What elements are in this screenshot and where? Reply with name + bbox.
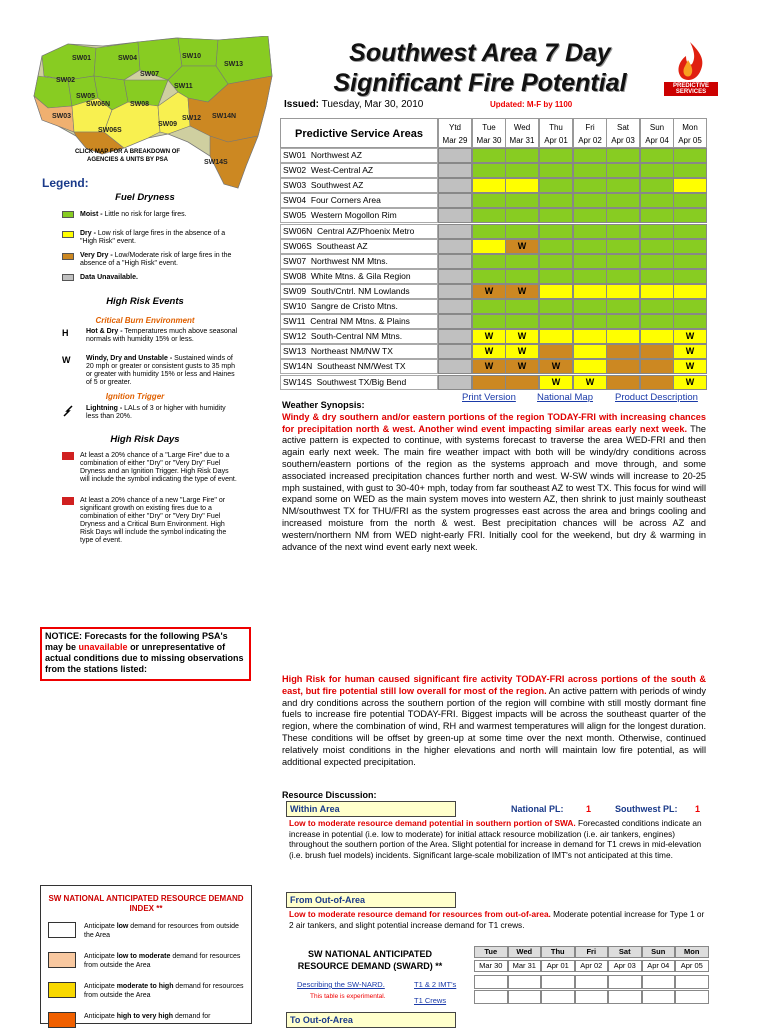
forecast-cell bbox=[640, 239, 674, 254]
legend-fuel-dryness: Fuel Dryness bbox=[115, 192, 175, 203]
legend-ignition-trigger: Ignition Trigger bbox=[105, 392, 165, 401]
map-label: SW13 bbox=[224, 61, 244, 68]
legend-very-dry-swatch bbox=[62, 253, 74, 260]
forecast-cell bbox=[606, 239, 640, 254]
day-name: Mon bbox=[682, 123, 698, 132]
forecast-cell bbox=[539, 148, 573, 163]
forecast-cell bbox=[472, 208, 506, 223]
psa-row-sw02 bbox=[280, 163, 708, 178]
psa-row-sw14s bbox=[280, 375, 708, 390]
forecast-cell bbox=[606, 254, 640, 269]
forecast-cell bbox=[438, 254, 472, 269]
forecast-cell bbox=[505, 193, 539, 208]
forecast-cell bbox=[606, 269, 640, 284]
forecast-cell bbox=[573, 178, 607, 193]
sward-day-date: Apr 02 bbox=[575, 960, 609, 972]
forecast-cell bbox=[673, 254, 707, 269]
forecast-cell bbox=[573, 284, 607, 299]
forecast-cell bbox=[505, 254, 539, 269]
map-label: SW02 bbox=[56, 77, 76, 84]
psa-name[interactable]: SW14N Southeast NM/West TX bbox=[280, 359, 438, 374]
day-header-6 bbox=[640, 118, 674, 148]
forecast-cell bbox=[673, 314, 707, 329]
forecast-cell: W bbox=[505, 239, 539, 254]
map-label: SW14S bbox=[204, 159, 228, 166]
forecast-cell bbox=[606, 163, 640, 178]
forecast-cell bbox=[640, 269, 674, 284]
forecast-cell: W bbox=[673, 329, 707, 344]
sward-day-date: Apr 04 bbox=[642, 960, 676, 972]
forecast-cell bbox=[673, 148, 707, 163]
forecast-cell bbox=[505, 178, 539, 193]
forecast-cell bbox=[640, 284, 674, 299]
psa-name[interactable]: SW07 Northwest NM Mtns. bbox=[280, 254, 438, 269]
forecast-cell bbox=[640, 299, 674, 314]
forecast-cell bbox=[673, 193, 707, 208]
forecast-cell bbox=[606, 208, 640, 223]
forecast-cell bbox=[539, 284, 573, 299]
forecast-cell bbox=[438, 178, 472, 193]
forecast-cell bbox=[673, 163, 707, 178]
legend-moist-swatch bbox=[62, 211, 74, 218]
describing-sward-link[interactable]: Describing the SW-NARD. bbox=[297, 980, 385, 989]
map-label: SW06N bbox=[86, 101, 111, 108]
forecast-cell bbox=[640, 314, 674, 329]
forecast-cell bbox=[438, 224, 472, 239]
forecast-cell bbox=[606, 359, 640, 374]
sward-cell bbox=[575, 990, 609, 1004]
forecast-cell bbox=[640, 344, 674, 359]
legend-day1-swatch bbox=[62, 452, 74, 460]
notice-box: NOTICE: Forecasts for the following PSA's may be unavailable or unrepresentative of actual conditions due to missing observations from the stations listed: bbox=[40, 627, 251, 681]
legend-critical-burn: Critical Burn Environment bbox=[95, 316, 195, 325]
day-header-5 bbox=[606, 118, 640, 148]
title-line-1: Southwest Area 7 Day bbox=[349, 39, 611, 67]
sward-table-title: SW NATIONAL ANTICIPATED RESOURCE DEMAND (SWARD) ** bbox=[297, 949, 443, 971]
forecast-cell bbox=[438, 269, 472, 284]
forecast-cell bbox=[539, 344, 573, 359]
map-label: SW01 bbox=[72, 55, 92, 62]
high-risk-headline: High Risk for human caused significant fire activity TODAY-FRI across portions of the south & east, but fire potential still low overall for most of the region. bbox=[282, 674, 706, 696]
forecast-cell bbox=[472, 375, 506, 390]
high-risk-text: An active pattern with periods of windy and dry conditions across the southern portion of the region will combine with still mostly dormant fine fuels to increase fire potential TODAY-FRI. Biggest impacts will be across the southeast quarter of the region, where the combination of wind, RH and warmest temperatures will align for the longest duration. These conditions will be offset by green-up at some time over the next month. Otherwise, continued relatively moist conditions in the higher elevations and north will maintain low fire potential, as will additional expected precipitation. bbox=[282, 685, 706, 767]
forecast-cell bbox=[606, 375, 640, 390]
forecast-cell: W bbox=[505, 284, 539, 299]
forecast-cell: W bbox=[472, 359, 506, 374]
day-header-7 bbox=[673, 118, 707, 148]
forecast-cell bbox=[539, 163, 573, 178]
map-label: SW03 bbox=[52, 113, 72, 120]
forecast-cell bbox=[539, 208, 573, 223]
national-map-link[interactable]: National Map bbox=[537, 392, 593, 403]
day-date: Apr 01 bbox=[544, 136, 568, 145]
map-caption[interactable]: CLICK MAP FOR A BREAKDOWN OF AGENCIES & UNITS BY PSA bbox=[74, 149, 181, 163]
psa-name[interactable]: SW13 Northeast NM/NW TX bbox=[280, 344, 438, 359]
forecast-cell bbox=[573, 239, 607, 254]
psa-row-sw08 bbox=[280, 269, 708, 284]
forecast-cell bbox=[539, 329, 573, 344]
forecast-cell bbox=[573, 329, 607, 344]
sward-index-text: Anticipate high to very high demand for bbox=[84, 1013, 211, 1020]
sward-cell bbox=[675, 975, 709, 989]
t1-crews-link[interactable]: T1 Crews bbox=[414, 996, 447, 1005]
sward-index-swatch bbox=[48, 1012, 76, 1028]
forecast-cell: W bbox=[673, 375, 707, 390]
sward-index-text: Anticipate moderate to high demand for resources from outside the Area bbox=[84, 983, 244, 999]
psa-name[interactable]: SW11 Central NM Mtns. & Plains bbox=[280, 314, 438, 329]
map-label: SW09 bbox=[158, 121, 178, 128]
forecast-cell bbox=[640, 148, 674, 163]
psa-name[interactable]: SW14S Southwest TX/Big Bend bbox=[280, 375, 438, 390]
sward-cell bbox=[642, 975, 676, 989]
synopsis-label: Weather Synopsis: bbox=[282, 400, 365, 410]
day-date: Mar 31 bbox=[509, 136, 535, 145]
forecast-cell bbox=[505, 148, 539, 163]
sward-day-header: Fri bbox=[575, 946, 609, 958]
forecast-cell bbox=[472, 193, 506, 208]
synopsis-headline: Windy & dry southern and/or eastern portions of the region TODAY-FRI with increasing chances for precipitation north & west. Another wind event impacting similar areas early next week. bbox=[282, 411, 706, 434]
legend-moist: Moist - Little no risk for large fires. bbox=[80, 211, 187, 218]
legend-high-risk-days: High Risk Days bbox=[110, 434, 180, 445]
day-name: Sun bbox=[649, 123, 665, 132]
sward-day-date: Mar 31 bbox=[508, 960, 542, 972]
day-date: Apr 05 bbox=[678, 136, 702, 145]
forecast-cell bbox=[640, 178, 674, 193]
forecast-cell bbox=[573, 193, 607, 208]
forecast-cell bbox=[640, 375, 674, 390]
forecast-cell bbox=[539, 269, 573, 284]
forecast-cell bbox=[640, 254, 674, 269]
day-header-1 bbox=[472, 118, 506, 148]
forecast-cell bbox=[673, 239, 707, 254]
issued-date: Tuesday, Mar 30, 2010 bbox=[321, 99, 424, 110]
psa-name[interactable]: SW06S Southeast AZ bbox=[280, 239, 438, 254]
forecast-cell bbox=[573, 314, 607, 329]
day-header-3 bbox=[539, 118, 573, 148]
forecast-cell: W bbox=[505, 329, 539, 344]
forecast-cell bbox=[438, 239, 472, 254]
southwest-pl-value: 1 bbox=[695, 804, 701, 814]
map-label: SW10 bbox=[182, 53, 202, 60]
psa-map[interactable] bbox=[28, 36, 276, 196]
sward-day-date: Apr 03 bbox=[608, 960, 642, 972]
legend-lightning: Lightning - LALs of 3 or higher with humidity less than 20%. bbox=[86, 405, 226, 420]
logo-text: PREDICTIVE SERVICES bbox=[664, 82, 718, 96]
forecast-cell bbox=[505, 208, 539, 223]
issued-line bbox=[284, 99, 423, 110]
page-title bbox=[300, 38, 660, 98]
psa-row-sw14n bbox=[280, 359, 708, 374]
forecast-cell bbox=[606, 148, 640, 163]
map-label: SW14N bbox=[212, 113, 237, 120]
from-out-of-area-text: Low to moderate resource demand for resources from out-of-area. Moderate potential increase for Type 1 or 2 air tankers, and slight potential increase demand for T1 crews. bbox=[289, 909, 705, 930]
forecast-cell: W bbox=[539, 359, 573, 374]
forecast-cell bbox=[606, 193, 640, 208]
forecast-cell bbox=[472, 163, 506, 178]
forecast-cell bbox=[640, 359, 674, 374]
psa-name[interactable]: SW06N Central AZ/Phoenix Metro bbox=[280, 224, 438, 239]
sward-index-swatch bbox=[48, 922, 76, 938]
sward-cell bbox=[508, 975, 542, 989]
forecast-cell bbox=[438, 163, 472, 178]
legend-unavailable-swatch bbox=[62, 274, 74, 281]
sward-cell bbox=[642, 990, 676, 1004]
sward-cell bbox=[575, 975, 609, 989]
forecast-cell bbox=[673, 208, 707, 223]
forecast-cell: W bbox=[505, 359, 539, 374]
forecast-cell bbox=[472, 299, 506, 314]
forecast-cell: W bbox=[673, 344, 707, 359]
legend-day2-swatch bbox=[62, 497, 74, 505]
forecast-cell bbox=[640, 163, 674, 178]
forecast-cell bbox=[606, 314, 640, 329]
sward-cell bbox=[508, 990, 542, 1004]
forecast-cell bbox=[573, 269, 607, 284]
psa-row-sw11 bbox=[280, 314, 708, 329]
sward-day-date: Apr 01 bbox=[541, 960, 575, 972]
psa-row-sw10 bbox=[280, 299, 708, 314]
forecast-cell bbox=[640, 208, 674, 223]
forecast-cell bbox=[573, 299, 607, 314]
sward-day-header: Wed bbox=[508, 946, 542, 958]
sward-index-text: Anticipate low demand for resources from outside the Area bbox=[84, 923, 239, 939]
forecast-cell bbox=[573, 148, 607, 163]
sward-cell bbox=[608, 975, 642, 989]
psa-name[interactable]: SW12 South-Central NM Mtns. bbox=[280, 329, 438, 344]
forecast-cell: W bbox=[505, 344, 539, 359]
day-date: Mar 29 bbox=[442, 136, 468, 145]
weather-synopsis bbox=[282, 400, 706, 553]
forecast-cell bbox=[438, 344, 472, 359]
national-pl-value: 1 bbox=[586, 804, 592, 814]
forecast-cell bbox=[539, 254, 573, 269]
forecast-cell bbox=[505, 163, 539, 178]
to-out-of-area-label: To Out-of-Area bbox=[286, 1012, 456, 1028]
map-label: SW05 bbox=[76, 93, 96, 100]
forecast-cell bbox=[472, 239, 506, 254]
sward-day-header: Tue bbox=[474, 946, 508, 958]
map-label: SW07 bbox=[140, 71, 160, 78]
forecast-cell: W bbox=[472, 284, 506, 299]
psa-name[interactable]: SW04 Four Corners Area bbox=[280, 193, 438, 208]
day-name: Sat bbox=[616, 123, 629, 132]
forecast-cell bbox=[573, 359, 607, 374]
forecast-cell bbox=[673, 284, 707, 299]
imt-link[interactable]: T1 & 2 IMT's bbox=[414, 980, 457, 989]
high-risk-discussion bbox=[282, 674, 706, 768]
forecast-cell bbox=[573, 224, 607, 239]
day-date: Apr 02 bbox=[578, 136, 602, 145]
forecast-cell bbox=[438, 148, 472, 163]
day-date: Apr 03 bbox=[611, 136, 635, 145]
experimental-note: This table is experimental. bbox=[310, 993, 386, 1000]
psa-row-sw07 bbox=[280, 254, 708, 269]
forecast-cell bbox=[640, 224, 674, 239]
forecast-cell bbox=[673, 178, 707, 193]
legend-hot-dry: Hot & Dry - Temperatures much above seasonal normals with humidity 15% or less. bbox=[86, 328, 238, 343]
forecast-cell bbox=[606, 329, 640, 344]
updated-note: Updated: M-F by 1100 bbox=[490, 100, 573, 109]
sward-cell bbox=[541, 975, 575, 989]
day-name: Ytd bbox=[448, 123, 461, 132]
forecast-cell bbox=[472, 178, 506, 193]
forecast-cell bbox=[539, 193, 573, 208]
psa-name[interactable]: SW09 South/Cntrl. NM Lowlands bbox=[280, 284, 438, 299]
resource-discussion-label: Resource Discussion: bbox=[282, 790, 377, 800]
forecast-cell bbox=[606, 224, 640, 239]
forecast-cell: W bbox=[539, 375, 573, 390]
map-label: SW04 bbox=[118, 55, 138, 62]
forecast-cell bbox=[673, 224, 707, 239]
title-line-2: Significant Fire Potential bbox=[333, 69, 627, 97]
psa-row-sw03 bbox=[280, 178, 708, 193]
legend-dry-swatch bbox=[62, 231, 74, 238]
psa-row-sw05 bbox=[280, 208, 708, 223]
forecast-cell bbox=[505, 299, 539, 314]
forecast-cell bbox=[673, 269, 707, 284]
sward-cell bbox=[541, 990, 575, 1004]
forecast-cell bbox=[539, 299, 573, 314]
forecast-cell bbox=[472, 269, 506, 284]
forecast-cell bbox=[505, 224, 539, 239]
day-header-2 bbox=[505, 118, 539, 148]
forecast-cell bbox=[438, 208, 472, 223]
forecast-cell bbox=[573, 208, 607, 223]
day-name: Wed bbox=[513, 123, 531, 132]
psa-name[interactable]: SW08 White Mtns. & Gila Region bbox=[280, 269, 438, 284]
forecast-cell bbox=[539, 314, 573, 329]
psa-name[interactable]: SW05 Western Mogollon Rim bbox=[280, 208, 438, 223]
issued-label: Issued: bbox=[284, 99, 320, 110]
map-label: SW12 bbox=[182, 115, 202, 122]
legend-windy: Windy, Dry and Unstable - Sustained winds of 20 mph or greater or consistent gusts to 35 mph or greater with humidity 15% or less and Haines of 5 or greater. bbox=[86, 355, 236, 386]
forecast-cell bbox=[505, 314, 539, 329]
forecast-cell bbox=[673, 299, 707, 314]
psa-header: Predictive Service Areas bbox=[280, 118, 438, 148]
sward-day-date: Apr 05 bbox=[675, 960, 709, 972]
forecast-cell bbox=[539, 178, 573, 193]
synopsis-text: The active pattern is expected to continue, with systems forecast to traverse the area WED-FRI and then again early next week. The main fire weather impact with both will be windy/dry conditions across southern/eastern portions of the region as the systems approach and move through, and some associated increased precipitation chances further north and west. W-SW winds will increase to 20-25 mph sustained, with gust to 30-40+ mph, today from far southeast AZ to west TX. This focus for wind will expand some on WED as the main system moves into western AZ, then shrink to just mainly southeast NM/southwest TX for THU/FRI as the system progresses east across the area and brings cooling and increased moisture from the north & west. Best precipitation chances will be across AZ and western/northern NM from WED night-early FRI. Initially cool for the weekend, but dry & warming in advance of the next wind event early next week. bbox=[282, 423, 707, 552]
forecast-cell bbox=[438, 193, 472, 208]
from-out-of-area-label: From Out-of-Area bbox=[286, 892, 456, 908]
psa-row-sw01 bbox=[280, 148, 708, 163]
lightning-icon bbox=[62, 405, 74, 417]
sward-cell bbox=[474, 990, 508, 1004]
day-date: Mar 30 bbox=[476, 136, 502, 145]
legend-dry: Dry - Low risk of large fires in the absence of a "High Risk" event. bbox=[80, 230, 226, 245]
sward-day-header: Mon bbox=[675, 946, 709, 958]
day-name: Tue bbox=[482, 123, 496, 132]
psa-name[interactable]: SW02 West-Central AZ bbox=[280, 163, 438, 178]
southwest-pl-label: Southwest PL: bbox=[615, 804, 678, 814]
legend-very-dry: Very Dry - Low/Moderate risk of large fires in the absence of a "High Risk" event. bbox=[80, 252, 232, 267]
map-label: SW06S bbox=[98, 127, 122, 134]
national-pl-label: National PL: bbox=[511, 804, 564, 814]
forecast-cell bbox=[573, 254, 607, 269]
forecast-cell bbox=[438, 359, 472, 374]
legend-h-symbol: H bbox=[62, 328, 69, 338]
forecast-cell bbox=[438, 314, 472, 329]
legend-w-symbol: W bbox=[62, 355, 71, 365]
forecast-cell bbox=[438, 299, 472, 314]
sward-day-header: Thu bbox=[541, 946, 575, 958]
product-description-link[interactable]: Product Description bbox=[615, 392, 698, 403]
forecast-cell: W bbox=[472, 329, 506, 344]
forecast-cell bbox=[472, 254, 506, 269]
psa-row-sw04 bbox=[280, 193, 708, 208]
map-label: SW11 bbox=[174, 83, 193, 90]
forecast-cell bbox=[438, 375, 472, 390]
forecast-cell bbox=[539, 224, 573, 239]
day-header-0 bbox=[438, 118, 472, 148]
psa-name[interactable]: SW10 Sangre de Cristo Mtns. bbox=[280, 299, 438, 314]
legend-unavailable: Data Unavailable. bbox=[80, 274, 138, 281]
forecast-cell bbox=[606, 299, 640, 314]
legend-day2: At least a 20% chance of a new "Large Fire" or significant growth on existing fires due to a combination of either "Dry" or "Very Dry" Fuel Dryness and a Critical Burn Environment. High Risk Days will include the symbol indicating the type of event. bbox=[80, 497, 227, 544]
sward-index-swatch bbox=[48, 982, 76, 998]
psa-row-sw12 bbox=[280, 329, 708, 344]
sward-cell bbox=[474, 975, 508, 989]
psa-name[interactable]: SW03 Southwest AZ bbox=[280, 178, 438, 193]
forecast-cell bbox=[573, 344, 607, 359]
day-date: Apr 04 bbox=[645, 136, 669, 145]
forecast-cell bbox=[505, 269, 539, 284]
forecast-cell bbox=[505, 375, 539, 390]
forecast-cell bbox=[472, 314, 506, 329]
within-area-label: Within Area bbox=[286, 801, 456, 817]
sward-index-text: Anticipate low to moderate demand for resources from outside the Area bbox=[84, 953, 241, 969]
forecast-cell: W bbox=[573, 375, 607, 390]
forecast-cell: W bbox=[673, 359, 707, 374]
forecast-cell bbox=[539, 239, 573, 254]
day-name: Fri bbox=[585, 123, 595, 132]
forecast-cell bbox=[640, 193, 674, 208]
sward-cell bbox=[675, 990, 709, 1004]
day-header-4 bbox=[573, 118, 607, 148]
map-label: SW08 bbox=[130, 101, 150, 108]
forecast-cell bbox=[606, 344, 640, 359]
psa-row-sw09 bbox=[280, 284, 708, 299]
forecast-cell bbox=[438, 284, 472, 299]
forecast-cell bbox=[472, 148, 506, 163]
legend-day1: At least a 20% chance of a "Large Fire" due to a combination of either "Dry" or "Very Dry" Fuel Dryness and an Ignition Trigger. High Risk Days will include the symbol indicating the type of event. bbox=[80, 452, 237, 483]
forecast-cell bbox=[472, 224, 506, 239]
sward-index-title: SW NATIONAL ANTICIPATED RESOURCE DEMAND INDEX ** bbox=[48, 894, 244, 913]
sward-cell bbox=[608, 990, 642, 1004]
legend-high-risk-events: High Risk Events bbox=[106, 296, 184, 307]
psa-row-sw06s bbox=[280, 239, 708, 254]
forecast-cell bbox=[606, 284, 640, 299]
within-area-text: Low to moderate resource demand potential in southern portion of SWA. Forecasted conditions indicate an increase in potential (i.e. low to moderate) for initial attack resource mobilization (i.e. air tankers, engines) throughout the southern portion of the Area. Slight potential for increase in demand for T1 crews in mid-elevation (i.e. brush fuel models) incidents. Significant large-scale mobilization of IMT's not anticipated at this time. bbox=[289, 818, 702, 860]
psa-row-sw06n bbox=[280, 224, 708, 239]
forecast-cell bbox=[606, 178, 640, 193]
sward-day-header: Sun bbox=[642, 946, 676, 958]
sward-day-header: Sat bbox=[608, 946, 642, 958]
forecast-cell bbox=[438, 329, 472, 344]
sward-day-date: Mar 30 bbox=[474, 960, 508, 972]
psa-name[interactable]: SW01 Northwest AZ bbox=[280, 148, 438, 163]
psa-row-sw13 bbox=[280, 344, 708, 359]
forecast-cell: W bbox=[472, 344, 506, 359]
forecast-cell bbox=[573, 163, 607, 178]
day-name: Thu bbox=[549, 123, 563, 132]
forecast-cell bbox=[640, 329, 674, 344]
print-version-link[interactable]: Print Version bbox=[462, 392, 516, 403]
legend-title: Legend: bbox=[42, 176, 89, 190]
sward-index-swatch bbox=[48, 952, 76, 968]
